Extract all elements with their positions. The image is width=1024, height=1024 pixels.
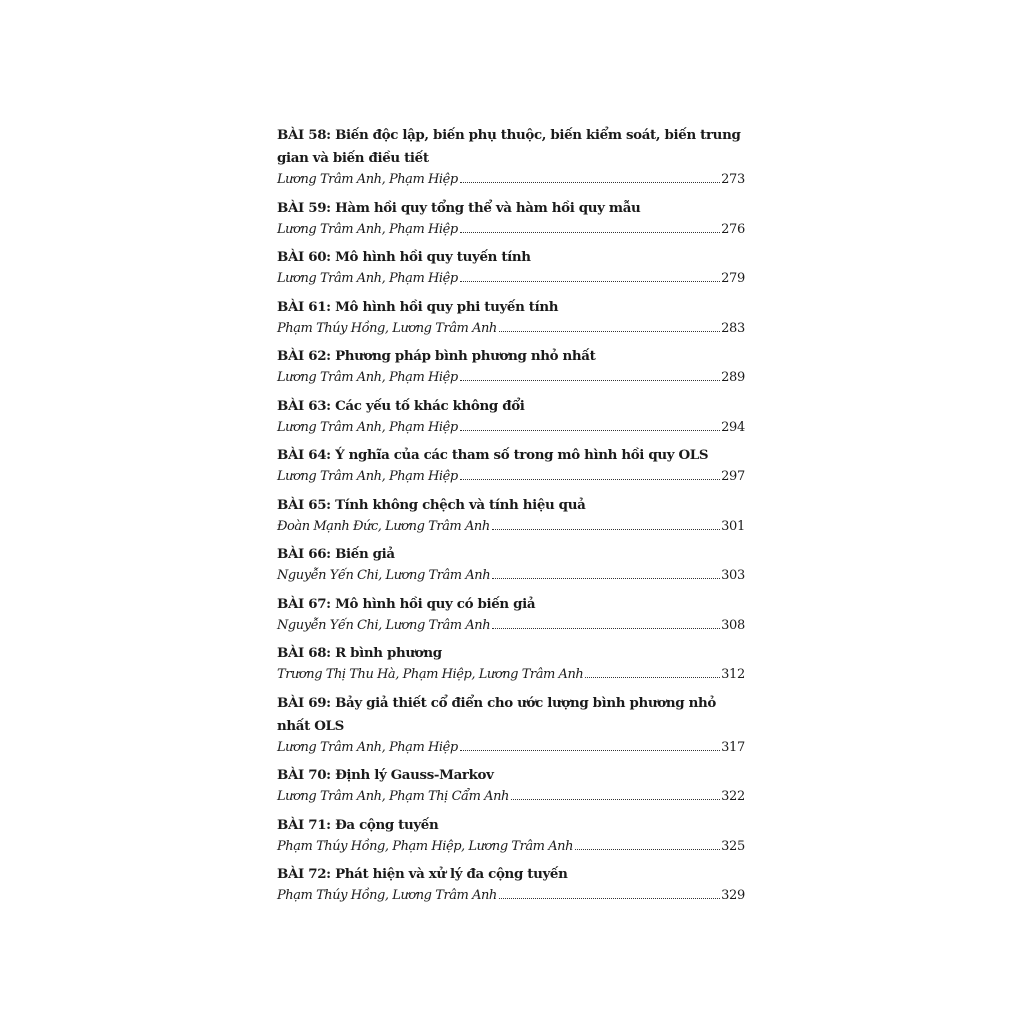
dot-leader: [585, 677, 720, 678]
toc-entry-title: BÀI 67: Mô hình hồi quy có biến giả: [277, 595, 536, 612]
toc-entry-byline: [277, 517, 745, 537]
toc-entry-title: BÀI 64: Ý nghĩa của các tham số trong mô hình hồi quy OLS: [277, 447, 709, 463]
dot-leader: [460, 380, 720, 381]
toc-entry-byline: [277, 566, 745, 586]
toc-entry-page-number: 308: [721, 617, 745, 633]
toc-entry-byline: [277, 837, 745, 857]
toc-entry: [277, 494, 745, 537]
toc-entry-authors: Lương Trâm Anh, Phạm Hiệp: [277, 221, 458, 237]
dot-leader: [460, 430, 720, 431]
toc-entry-page-number: 329: [721, 888, 745, 903]
toc-entry: [277, 543, 745, 586]
toc-entry-page-number: 322: [721, 789, 745, 804]
toc-entry-title: BÀI 60: Mô hình hồi quy tuyến tính: [277, 249, 531, 265]
toc-entry-page-number: 276: [721, 221, 745, 237]
toc-entry-byline: [277, 220, 745, 240]
toc-entry-title: BÀI 58: Biến độc lập, biến phụ thuộc, biến kiểm soát, biến trung gian và biến điều tiết: [277, 127, 741, 166]
toc-entry-title: BÀI 69: Bảy giả thiết cổ điển cho ước lượng bình phương nhỏ nhất OLS: [277, 694, 716, 734]
toc-entry-title: BÀI 72: Phát hiện và xử lý đa cộng tuyến: [277, 866, 568, 882]
toc-entry-title: BÀI 68: R bình phương: [277, 645, 442, 661]
toc-entry-authors: Lương Trâm Anh, Phạm Hiệp: [277, 419, 458, 435]
toc-entry-page-number: 297: [721, 469, 745, 484]
table-of-contents: [277, 124, 745, 913]
toc-entry: [277, 814, 745, 857]
dot-leader: [460, 182, 720, 183]
toc-entry-page-number: 279: [721, 271, 745, 286]
toc-entry-authors: Lương Trâm Anh, Phạm Hiệp: [277, 271, 458, 286]
dot-leader: [460, 479, 720, 480]
toc-entry: [277, 296, 745, 339]
toc-entry-title: BÀI 71: Đa cộng tuyến: [277, 816, 439, 833]
dot-leader: [492, 529, 720, 530]
toc-entry: [277, 395, 745, 438]
toc-entry: [277, 764, 745, 807]
toc-entry-byline: [277, 616, 745, 636]
toc-entry-title: BÀI 63: Các yếu tố khác không đổi: [277, 397, 525, 414]
toc-entry-title: BÀI 62: Phương pháp bình phương nhỏ nhất: [277, 348, 596, 364]
toc-entry-authors: Lương Trâm Anh, Phạm Hiệp: [277, 370, 458, 385]
toc-entry-page-number: 312: [721, 667, 745, 682]
toc-entry-byline: [277, 467, 745, 487]
toc-entry: [277, 246, 745, 289]
toc-entry-byline: [277, 319, 745, 339]
toc-entry: [277, 444, 745, 487]
toc-entry-page-number: 289: [721, 370, 745, 385]
toc-entry-page-number: 301: [721, 518, 745, 534]
toc-entry: [277, 124, 745, 190]
toc-entry-byline: [277, 665, 745, 685]
toc-entry: [277, 197, 745, 240]
toc-entry: [277, 593, 745, 636]
toc-entry-title: BÀI 65: Tính không chệch và tính hiệu quả: [277, 496, 586, 513]
dot-leader: [511, 799, 720, 800]
dot-leader: [460, 232, 720, 233]
toc-entry-page-number: 317: [721, 739, 745, 755]
toc-entry-byline: [277, 368, 745, 388]
toc-entry-page-number: 303: [721, 568, 745, 583]
toc-entry-page-number: 294: [721, 419, 745, 435]
toc-entry-authors: Phạm Thúy Hồng, Phạm Hiệp, Lương Trâm Anh: [277, 838, 574, 854]
toc-entry-byline: [277, 170, 745, 190]
toc-entry-title: BÀI 61: Mô hình hồi quy phi tuyến tính: [277, 298, 559, 315]
toc-entry-byline: [277, 269, 745, 289]
toc-entry-byline: [277, 787, 745, 807]
dot-leader: [460, 750, 720, 751]
toc-entry: [277, 345, 745, 388]
dot-leader: [499, 898, 720, 899]
toc-entry-byline: [277, 738, 745, 758]
toc-entry-authors: Nguyễn Yến Chi, Lương Trâm Anh: [277, 568, 491, 583]
toc-entry-authors: Phạm Thúy Hồng, Lương Trâm Anh: [277, 888, 497, 903]
toc-entry: [277, 692, 745, 758]
toc-entry-title: BÀI 59: Hàm hồi quy tổng thể và hàm hồi quy mẫu: [277, 199, 641, 216]
toc-entry-authors: Lương Trâm Anh, Phạm Hiệp: [277, 739, 458, 755]
dot-leader: [575, 849, 720, 850]
toc-entry-authors: Lương Trâm Anh, Phạm Hiệp: [277, 469, 458, 484]
toc-entry-title: BÀI 66: Biến giả: [277, 546, 395, 562]
toc-entry-page-number: 283: [721, 320, 745, 336]
toc-entry-authors: Đoàn Mạnh Đức, Lương Trâm Anh: [277, 518, 490, 534]
toc-entry-page-number: 325: [721, 838, 745, 854]
toc-entry-authors: Phạm Thúy Hồng, Lương Trâm Anh: [277, 320, 497, 336]
toc-entry: [277, 863, 745, 906]
toc-entry-authors: Lương Trâm Anh, Phạm Hiệp: [277, 172, 458, 187]
toc-entry: [277, 642, 745, 685]
toc-entry-authors: Trương Thị Thu Hà, Phạm Hiệp, Lương Trâm Anh: [277, 667, 584, 682]
toc-entry-authors: Lương Trâm Anh, Phạm Thị Cẩm Anh: [277, 789, 509, 804]
dot-leader: [499, 331, 720, 332]
dot-leader: [492, 578, 720, 579]
toc-entry-authors: Nguyễn Yến Chi, Lương Trâm Anh: [277, 617, 491, 633]
toc-entry-byline: [277, 418, 745, 438]
toc-entry-title: BÀI 70: Định lý Gauss-Markov: [277, 767, 494, 783]
dot-leader: [492, 628, 720, 629]
dot-leader: [460, 281, 720, 282]
toc-entry-page-number: 273: [721, 172, 745, 187]
toc-entry-byline: [277, 886, 745, 906]
